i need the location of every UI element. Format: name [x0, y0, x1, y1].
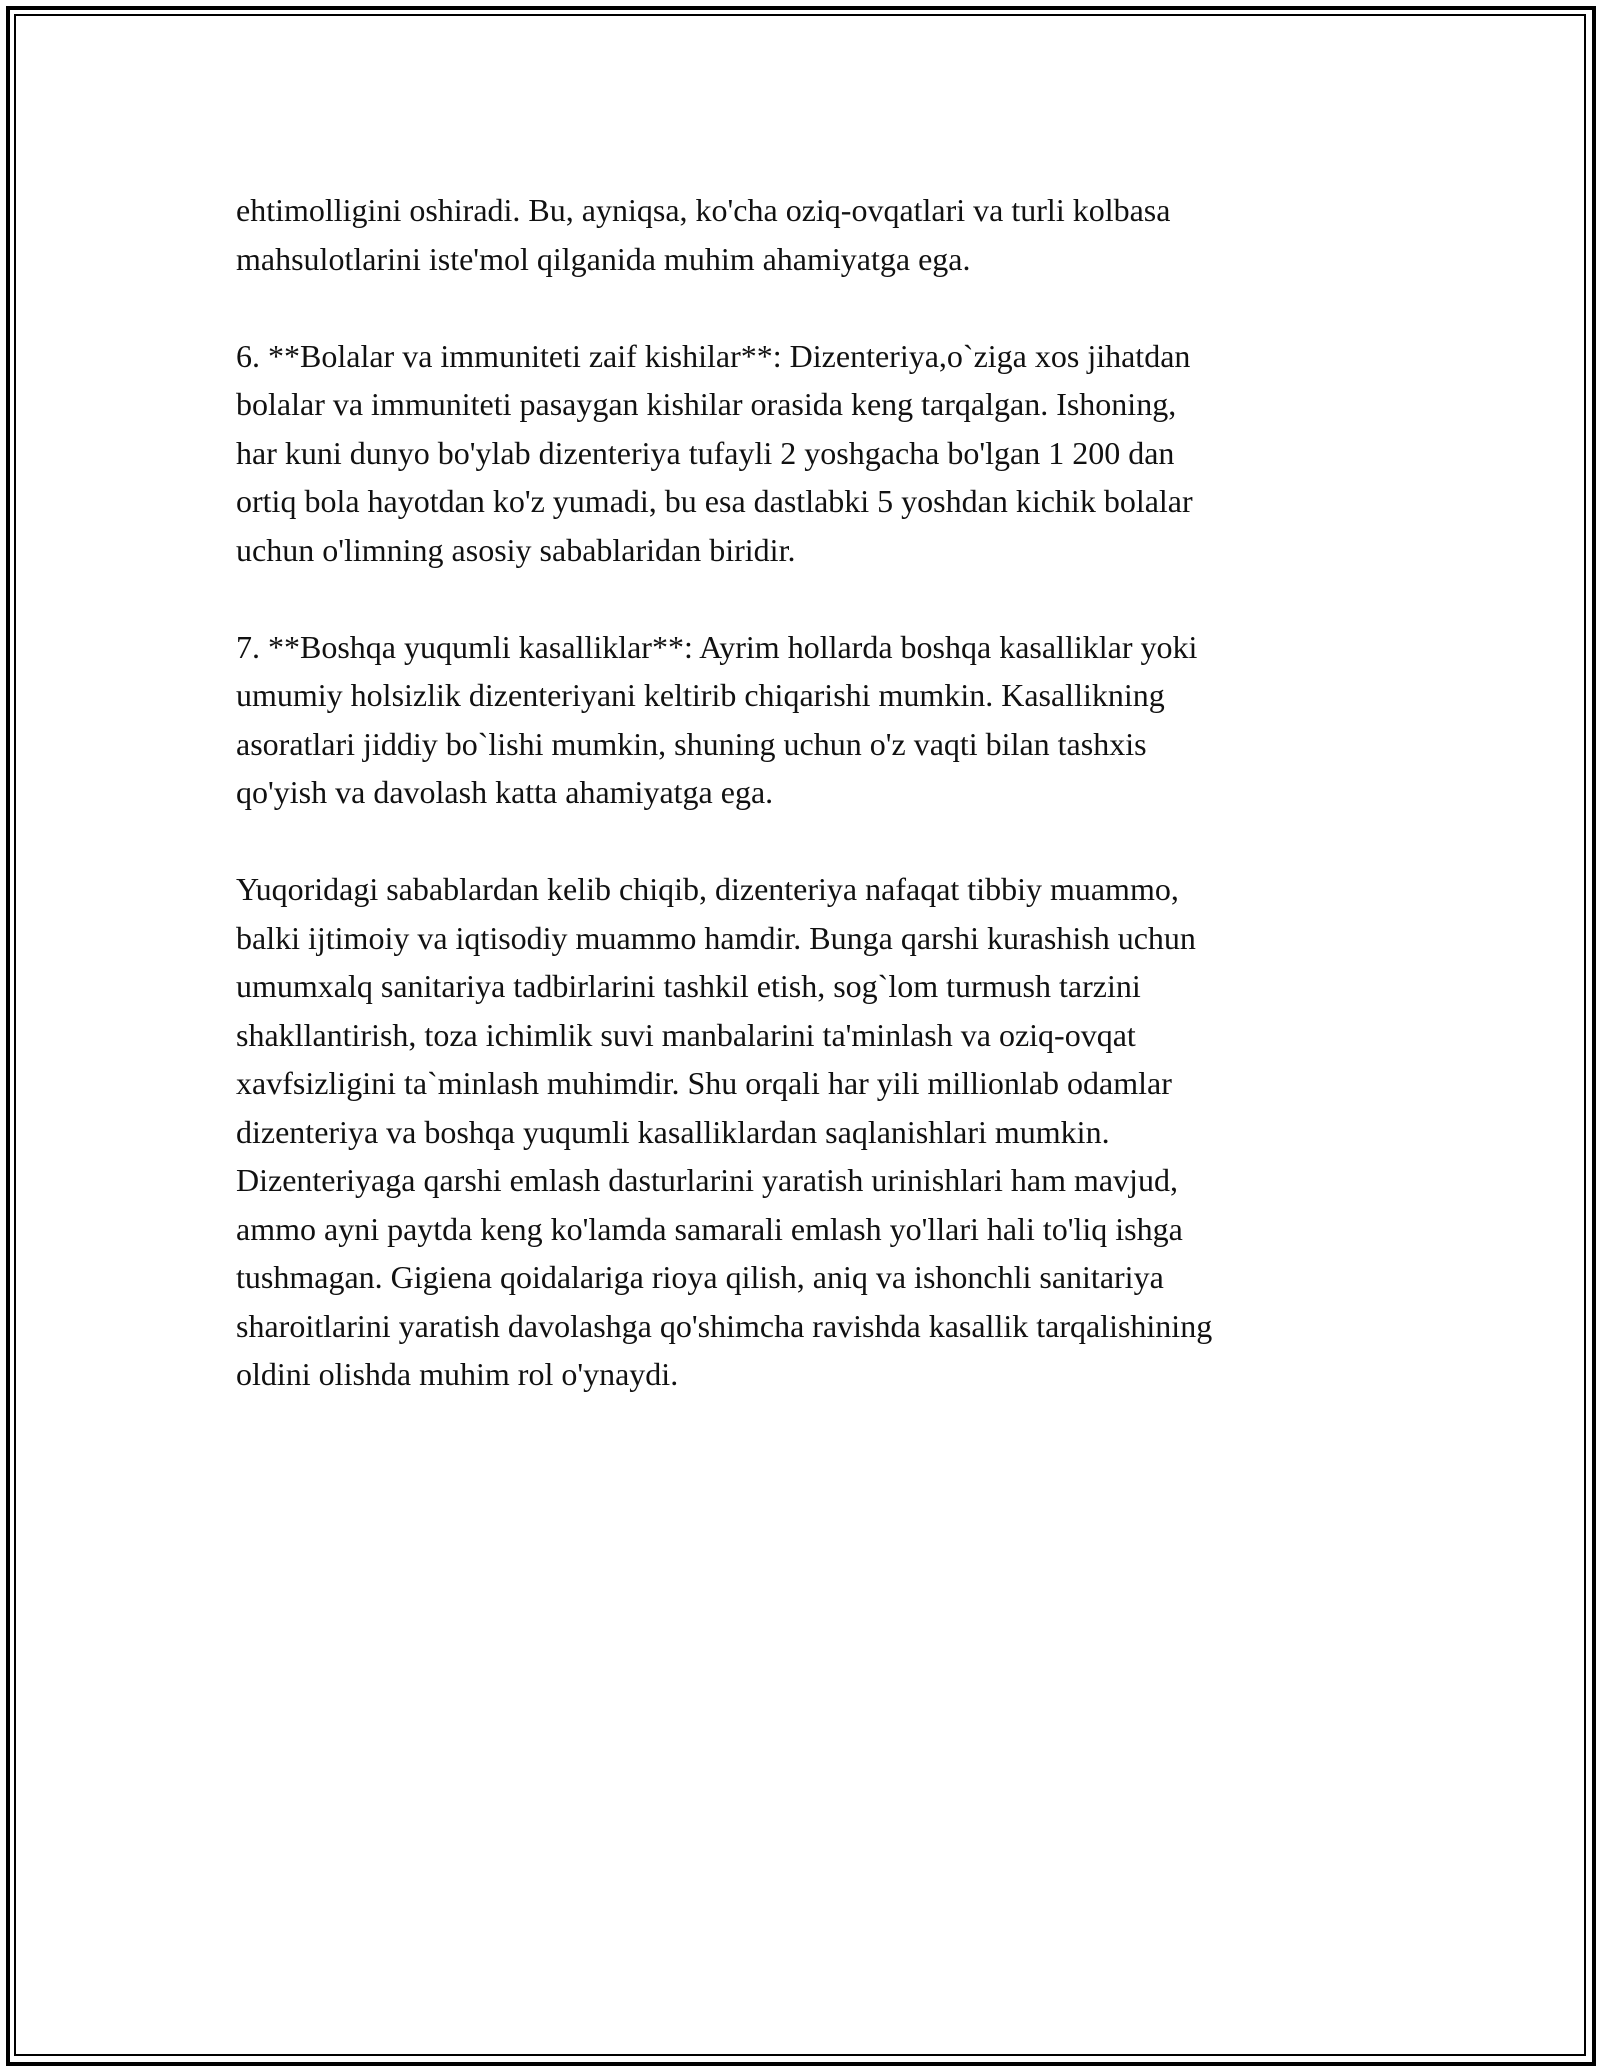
- paragraph-2: [236, 332, 1386, 575]
- text-line: har kuni dunyo bo'ylab dizenteriya tufayli 2 yoshgacha bo'lgan 1 200 dan: [236, 434, 1175, 471]
- text-line: uchun o'limning asosiy sabablaridan biridir.: [236, 531, 796, 568]
- text-line: Yuqoridagi sabablardan kelib chiqib, dizenteriya nafaqat tibbiy muammo,: [236, 871, 1179, 907]
- text-line: bolalar va immuniteti pasaygan kishilar orasida keng tarqalgan. Ishoning,: [236, 386, 1177, 422]
- text-line: Dizenteriyaga qarshi emlash dasturlarini yaratish urinishlari ham mavjud,: [236, 1162, 1178, 1198]
- paragraph-4: [236, 865, 1386, 1399]
- text-line: mahsulotlarini iste'mol qilganida muhim ahamiyatga ega.: [236, 240, 971, 277]
- text-line: umumxalq sanitariya tadbirlarini tashkil etish, sog`lom turmush tarzini: [236, 968, 1141, 1004]
- text-line: shakllantirish, toza ichimlik suvi manbalarini ta'minlash va oziq-ovqat: [236, 1016, 1136, 1053]
- text-line: dizenteriya va boshqa yuqumli kasalliklardan saqlanishlari mumkin.: [236, 1113, 1110, 1150]
- text-line: 6. **Bolalar va immuniteti zaif kishilar**: Dizenteriya,o`ziga xos jihatdan: [236, 337, 1191, 374]
- text-line: oldini olishda muhim rol o'ynaydi.: [236, 1356, 679, 1392]
- text-line: ehtimolligini oshiradi. Bu, ayniqsa, ko'cha oziq-ovqatlari va turli kolbasa: [236, 192, 1171, 228]
- paragraph-1: [236, 186, 1386, 283]
- paragraph-3: [236, 623, 1386, 817]
- text-line: balki ijtimoiy va iqtisodiy muammo hamdir. Bunga qarshi kurashish uchun: [236, 919, 1196, 956]
- text-line: xavfsizligini ta`minlash muhimdir. Shu orqali har yili millionlab odamlar: [236, 1065, 1172, 1101]
- text-line: 7. **Boshqa yuqumli kasalliklar**: Ayrim hollarda boshqa kasalliklar yoki: [236, 628, 1198, 665]
- text-line: asoratlari jiddiy bo`lishi mumkin, shuning uchun o'z vaqti bilan tashxis: [236, 725, 1147, 762]
- text-line: tushmagan. Gigiena qoidalariga rioya qilish, aniq va ishonchli sanitariya: [236, 1259, 1164, 1295]
- text-line: ammo ayni paytda keng ko'lamda samarali emlash yo'llari hali to'liq ishga: [236, 1210, 1183, 1247]
- document-body: [236, 186, 1386, 1447]
- text-line: qo'yish va davolash katta ahamiyatga ega.: [236, 774, 774, 810]
- text-line: ortiq bola hayotdan ko'z yumadi, bu esa dastlabki 5 yoshdan kichik bolalar: [236, 483, 1193, 519]
- text-line: sharoitlarini yaratish davolashga qo'shimcha ravishda kasallik tarqalishining: [236, 1307, 1213, 1344]
- text-line: umumiy holsizlik dizenteriyani keltirib chiqarishi mumkin. Kasallikning: [236, 677, 1165, 713]
